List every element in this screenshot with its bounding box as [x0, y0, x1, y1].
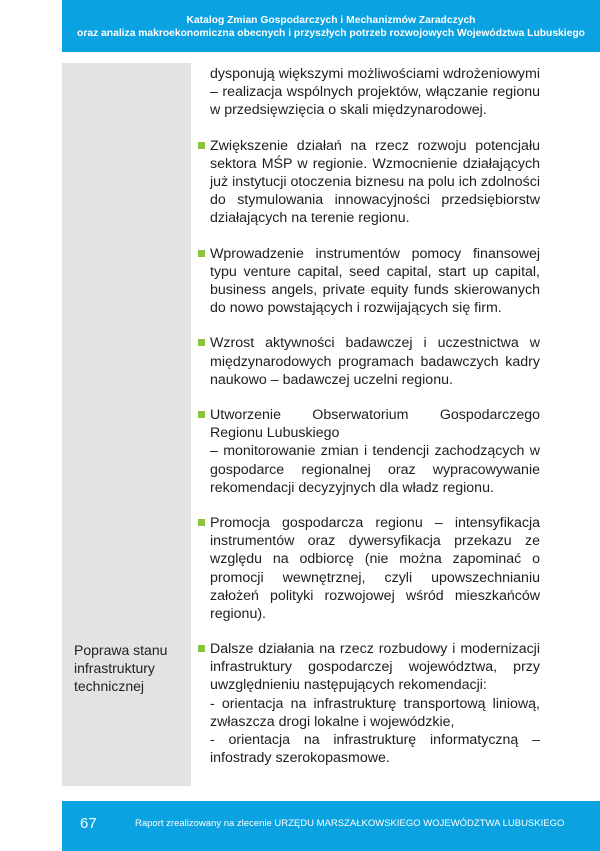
continuation-paragraph: dysponują większymi możliwościami wdrożeniowymi – realizacja wspólnych projektów, włączanie regionu w przedsięwzięcia o skali międzynarodowej.	[210, 66, 540, 119]
list-item-text: Wprowadzenie instrumentów pomocy finansowej typu venture capital, seed capital, start up capital, business angels, private equity funds skierowanych do nowo powstających i rozwijających się firm.	[210, 245, 540, 317]
bullet-square-icon	[198, 339, 205, 346]
list-item	[210, 514, 540, 623]
infrastructure-sub-item: - orientacja na infrastrukturę informatyczną – infostrady szerokopasmowe.	[210, 732, 540, 767]
list-item	[210, 334, 540, 389]
bullet-square-icon	[198, 645, 205, 652]
header-title-line2: oraz analiza makroekonomiczna obecnych i przyszłych potrzeb rozwojowych Województwa Lubuskiego	[77, 28, 585, 39]
infrastructure-sub-item: - orientacja na infrastrukturę transportową liniową, zwłaszcza drogi lokalne i wojewódzkie,	[210, 695, 540, 730]
infrastructure-item	[210, 640, 540, 767]
recommendations-list	[210, 65, 540, 623]
footer-note: Raport zrealizowany na zlecenie URZĘDU MARSZAŁKOWSKIEGO WOJEWÓDZTWA LUBUSKIEGO	[135, 818, 565, 829]
list-item	[210, 245, 540, 318]
page-number: 67	[80, 815, 97, 832]
category-label: Poprawa stanu infrastruktury technicznej	[74, 642, 168, 694]
list-item-text: Promocja gospodarcza regionu – intensyfikacja instrumentów oraz dywersyfikacja przekazu ze względu na odbiorcę (nie można zapominać o promocji wewnętrznej, czyli upowszechnianiu założeń polityki rozwojowej wśród mieszkańców regionu).	[210, 515, 540, 623]
observatory-title: Utworzenie Obserwatorium Gospodarczego Regionu Lubuskiego	[210, 407, 540, 442]
header-title-line1: Katalog Zmian Gospodarczych i Mechanizmów Zaradczych	[186, 15, 476, 26]
observatory-detail: – monitorowanie zmian i tendencji zachodzących w gospodarce regionalnej oraz wypracowywanie rekomendacji decyzyjnych dla władz regionu.	[210, 443, 540, 496]
bullet-square-icon	[198, 411, 205, 418]
bullet-square-icon	[198, 519, 205, 526]
list-item-text: Wzrost aktywności badawczej i uczestnictwa w międzynarodowych programach badawczych kadry naukowo – badawczej uczelni regionu.	[210, 335, 540, 388]
list-item-text: Zwiększenie działań na rzecz rozwoju potencjału sektora MŚP w regionie. Wzmocnienie działających już instytucji otoczenia biznesu na polu ich zdolności do stymulowania innowacyjności przedsiębiorstw działających na terenie regionu.	[210, 137, 540, 227]
list-item	[210, 137, 540, 228]
page-header	[62, 0, 600, 52]
bullet-square-icon	[198, 250, 205, 257]
list-item	[210, 640, 540, 767]
infrastructure-main-text: Dalsze działania na rzecz rozbudowy i modernizacji infrastruktury gospodarczej województwa, przy uwzględnieniu następujących rekomendacji:	[210, 641, 540, 694]
list-item	[210, 406, 540, 497]
bullet-square-icon	[198, 142, 205, 149]
